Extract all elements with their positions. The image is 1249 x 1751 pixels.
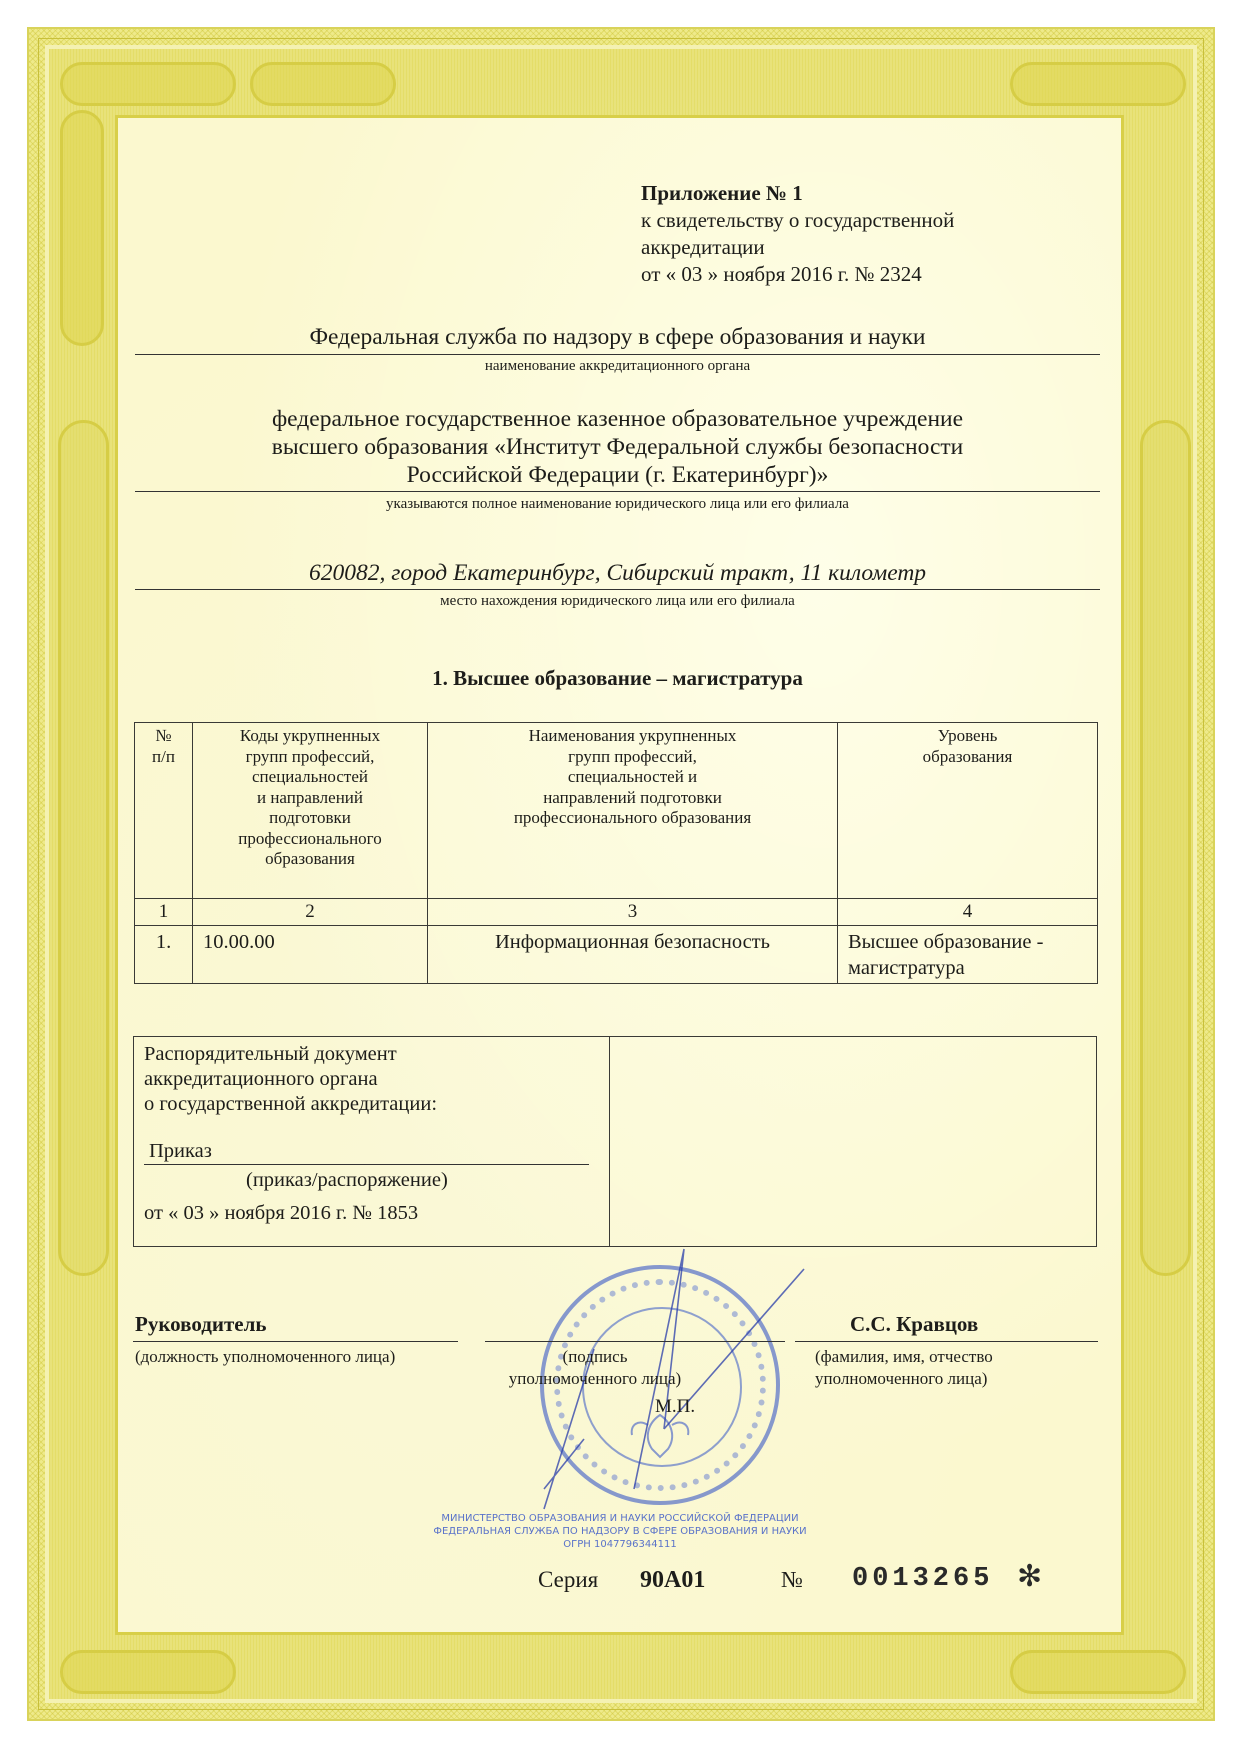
header-line: № xyxy=(155,726,172,745)
number-label: № xyxy=(781,1567,803,1592)
series-label: Серия xyxy=(538,1567,599,1592)
order-empty-cell xyxy=(610,1037,1097,1247)
frame-ornament-top-left xyxy=(60,62,236,106)
authority-name: Федеральная служба по надзору в сфере образования и науки xyxy=(309,324,926,350)
annex-date-number: от « 03 » ноября 2016 г. № 2324 xyxy=(641,262,922,286)
institution-caption: указываются полное наименование юридического лица или его филиала xyxy=(386,496,849,512)
section-title: 1. Высшее образование – магистратура xyxy=(432,666,803,690)
header-line: направлений подготовки xyxy=(543,787,722,807)
name-caption xyxy=(815,1346,993,1390)
location-underline xyxy=(135,589,1100,590)
frame-ornament-left-top xyxy=(60,110,104,346)
header-codes xyxy=(193,723,428,899)
header-line: Наименования укрупненных xyxy=(528,726,737,745)
column-number: 2 xyxy=(193,899,428,926)
frame-ornament-top-right xyxy=(1010,62,1186,106)
header-number xyxy=(135,723,193,899)
row-number: 1. xyxy=(135,926,193,984)
position-caption: (должность уполномоченного лица) xyxy=(135,1347,396,1366)
signatory-position: Руководитель xyxy=(135,1312,267,1336)
header-line: специальностей xyxy=(252,767,368,786)
annex-line-2: аккредитации xyxy=(641,235,765,259)
institution-underline xyxy=(135,491,1100,492)
table-row xyxy=(135,926,1098,984)
signature-caption-line: уполномоченного лица) xyxy=(508,1369,682,1388)
name-caption-line: уполномоченного лица) xyxy=(815,1369,988,1388)
frame-ornament-top-mid xyxy=(250,62,396,106)
star-icon: ✻ xyxy=(1017,1560,1043,1593)
column-number-row xyxy=(135,899,1098,926)
institution-name xyxy=(135,405,1100,489)
annex-header xyxy=(641,180,954,288)
institution-line-2: высшего образования «Институт Федеральной службы безопасности xyxy=(271,434,964,460)
signature-line xyxy=(485,1341,785,1342)
header-line: Коды укрупненных xyxy=(239,726,381,745)
row-name: Информационная безопасность xyxy=(428,926,838,984)
frame-ornament-bottom-left xyxy=(60,1650,236,1694)
seal-outer-text: МИНИСТЕРСТВО ОБРАЗОВАНИЯ И НАУКИ РОССИЙСКОЙ ФЕДЕРАЦИИ xyxy=(441,1513,799,1524)
name-caption-line: (фамилия, имя, отчество xyxy=(815,1347,993,1366)
header-line: образования xyxy=(922,746,1013,766)
header-line: Уровень xyxy=(937,726,998,745)
column-number: 1 xyxy=(135,899,193,926)
order-type: Приказ xyxy=(144,1139,589,1165)
order-details-cell xyxy=(134,1037,610,1247)
serial-number: 0013265 xyxy=(852,1564,994,1594)
institution-line-1: федеральное государственное казенное образовательное учреждение xyxy=(271,406,964,432)
row-code: 10.00.00 xyxy=(193,926,428,984)
authority-caption: наименование аккредитационного органа xyxy=(484,358,751,374)
frame-ornament-left-mid xyxy=(58,420,109,1276)
table-header-row xyxy=(135,723,1098,899)
column-number: 3 xyxy=(428,899,838,926)
order-document-box xyxy=(133,1036,1097,1247)
header-line: профессионального образования xyxy=(513,808,752,827)
order-date-number: от « 03 » ноября 2016 г. № 1853 xyxy=(144,1202,419,1224)
header-line: и направлений xyxy=(256,787,364,807)
position-line xyxy=(133,1341,458,1342)
row-level-line: магистратура xyxy=(848,957,965,979)
name-line xyxy=(795,1341,1098,1342)
frame-ornament-bottom-right xyxy=(1010,1650,1186,1694)
header-line: подготовки xyxy=(269,808,351,827)
header-line: профессионального xyxy=(238,828,382,848)
programs-table xyxy=(134,722,1098,984)
header-line: групп профессий, xyxy=(245,746,375,766)
location-address: 620082, город Екатеринбург, Сибирский тракт, 11 километр xyxy=(308,560,927,586)
row-level xyxy=(838,926,1098,984)
seal-legend xyxy=(300,1512,940,1551)
series-value: 90А01 xyxy=(640,1567,706,1593)
seal-middle-text: ФЕДЕРАЛЬНАЯ СЛУЖБА ПО НАДЗОРУ В СФЕРЕ ОБРАЗОВАНИЯ И НАУКИ xyxy=(433,1526,807,1537)
signatory-name: С.С. Кравцов xyxy=(850,1312,979,1336)
row-level-line: Высшее образование - xyxy=(848,931,1044,953)
header-line: образования xyxy=(265,849,355,868)
signature-caption xyxy=(495,1346,695,1390)
order-label-line-2: аккредитационного органа xyxy=(144,1068,378,1090)
annex-line-1: к свидетельству о государственной xyxy=(641,208,955,232)
header-line: п/п xyxy=(152,746,175,766)
header-line: групп профессий, xyxy=(568,746,697,766)
header-names xyxy=(428,723,838,899)
annex-title: Приложение № 1 xyxy=(641,181,803,205)
location-caption: место нахождения юридического лица или его филиала xyxy=(440,593,795,609)
signature-caption-line: (подпись xyxy=(562,1347,628,1366)
column-number: 4 xyxy=(838,899,1098,926)
header-level xyxy=(838,723,1098,899)
order-label-line-1: Распорядительный документ xyxy=(144,1043,397,1065)
seal-ogrn: ОГРН 1047796344111 xyxy=(563,1539,677,1550)
seal-placement-mark: М.П. xyxy=(655,1396,696,1417)
header-line: специальностей и xyxy=(567,767,698,786)
order-type-caption: (приказ/распоряжение) xyxy=(246,1169,448,1191)
institution-line-3: Российской Федерации (г. Екатеринбург)» xyxy=(406,462,829,488)
authority-underline xyxy=(135,354,1100,355)
order-label-line-3: о государственной аккредитации: xyxy=(144,1093,438,1115)
frame-ornament-right-mid xyxy=(1140,420,1191,1276)
